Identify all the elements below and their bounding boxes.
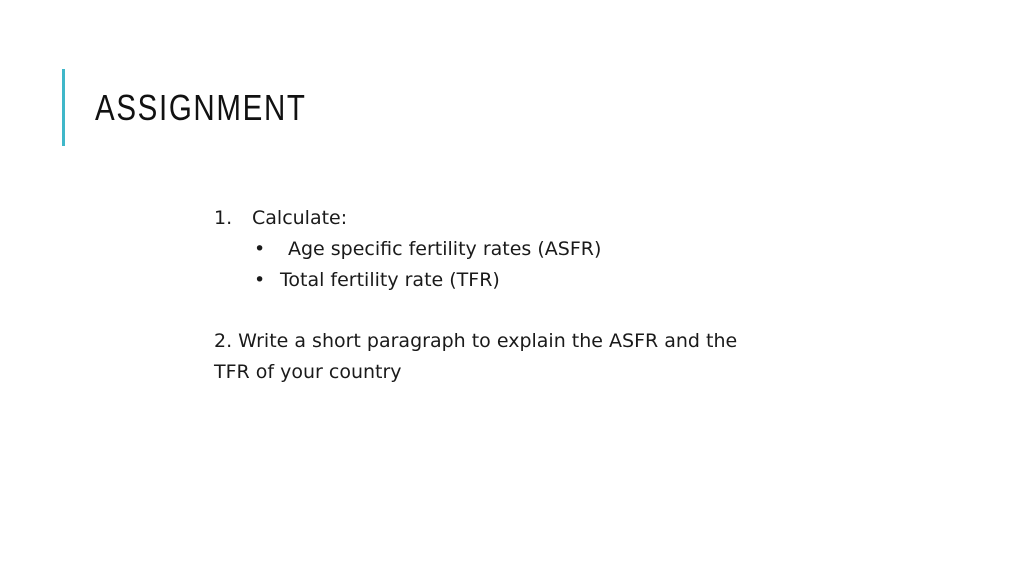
numbered-item-1 bbox=[214, 203, 814, 234]
item-number: 1. bbox=[214, 207, 233, 229]
bullet-icon: • bbox=[254, 269, 266, 291]
paragraph-line-2: TFR of your country bbox=[214, 361, 402, 383]
paragraph-line-1: 2. Write a short paragraph to explain the ASFR and the bbox=[214, 330, 738, 352]
title-accent-bar bbox=[62, 69, 65, 146]
slide-title: ASSIGNMENT bbox=[95, 87, 307, 128]
spacer bbox=[214, 296, 814, 326]
bullet-text: Total fertility rate (TFR) bbox=[280, 269, 500, 291]
bullet-text: Age specific fertility rates (ASFR) bbox=[288, 238, 602, 260]
bullet-item-asfr bbox=[214, 234, 814, 265]
bullet-icon: • bbox=[254, 238, 266, 260]
item-label: Calculate: bbox=[252, 207, 348, 229]
bullet-item-tfr bbox=[214, 265, 814, 296]
assignment-content bbox=[214, 203, 814, 388]
